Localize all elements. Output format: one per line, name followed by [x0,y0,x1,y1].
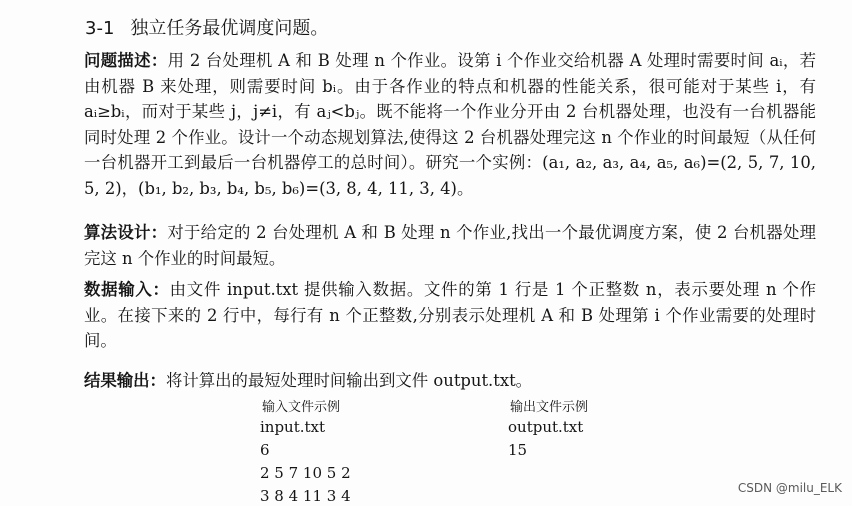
problem-text: 用 2 台处理机 A 和 B 处理 n 个作业。设第 i 个作业交给机器 A 处理时需要时间 aᵢ，若由机器 B 来处理，则需要时间 bᵢ。由于各作业的特点和机器的性能关系，很可能对于某些 i，有 aᵢ≥bᵢ，而对于某些 j，j≠i，有 aⱼ<bⱼ。既不能将一个作业分开由 2 台机器处理，也没有一台机器能同时处理 2 个作业。设计一个动态规划算法,使得这 2 台机器处理完这 n 个作业的时间最短（从任何一台机器开工到最后一台机器停工的总时间）。研究一个实例：(a₁, a₂, a₃, a₄, a₅, a₆)=(2, 5, 7, 10, 5, 2)，(b₁, b₂, b₃, b₄, b₅, b₆)=(3, 8, 4, 11, 3, 4)。 [84,51,816,198]
problem-number: 3-1 [85,18,115,39]
input-example-label: 输入文件示例 [262,400,341,415]
output-heading: 结果输出： [84,371,166,390]
input-text: 由文件 input.txt 提供输入数据。文件的第 1 行是 1 个正整数 n，表示要处理 n 个作业。在接下来的 2 行中，每行有 n 个正整数,分别表示处理机 A 和 B 处理第 i 个作业需要的处理时间。 [84,280,817,350]
output-example-line: 15 [508,441,528,459]
input-heading: 数据输入： [84,280,170,299]
algorithm-text: 对于给定的 2 台处理机 A 和 B 处理 n 个作业,找出一个最优调度方案，使 2 台机器处理完这 n 个作业的时间最短。 [84,223,817,268]
problem-name: 独立任务最优调度问题。 [130,18,329,39]
problem-title [85,14,328,40]
algorithm-design [46,220,816,271]
csdn-watermark: CSDN @milu_ELK [737,481,842,495]
data-input [46,277,816,354]
output-example-line: output.txt [508,418,584,436]
input-example-line: 3 8 4 11 3 4 [260,487,351,505]
problem-heading: 问题描述： [84,51,168,70]
algorithm-heading: 算法设计： [84,223,168,242]
output-example-label: 输出文件示例 [510,400,589,415]
input-example-line: 2 5 7 10 5 2 [260,464,351,482]
input-example-line: input.txt [260,418,326,436]
input-example-line: 6 [260,441,270,459]
output-text: 将计算出的最短处理时间输出到文件 output.txt。 [165,371,533,390]
result-output [46,368,816,394]
problem-description [46,48,816,201]
